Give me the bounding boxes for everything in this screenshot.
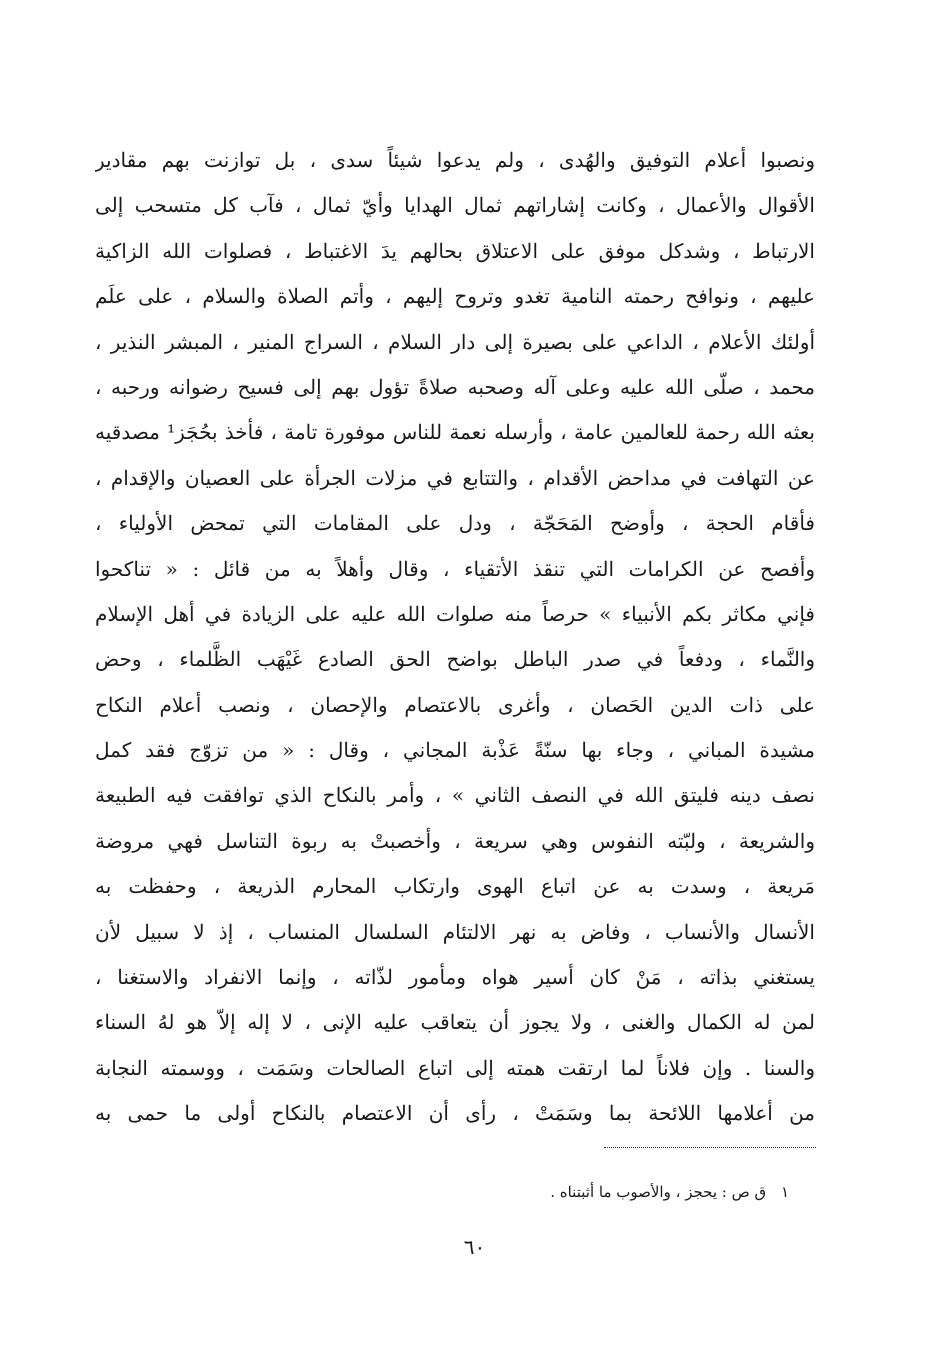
footnote-text: ق ص : يحجز ، والأصوب ما أثبتناه . [550, 1183, 767, 1201]
text-line-9: فأقام الحجة ، وأوضح المَحَجّة ، ودل على المقامات التي تمحض الأولياء ، [95, 511, 815, 536]
page-number: ٦٠ [463, 1235, 486, 1259]
text-line-7: بعثه الله رحمة للعالمين عامة ، وأرسله نعمة للناس موفورة تامة ، فأخذ بحُجَز¹ مصدقيه [95, 420, 815, 445]
text-line-4: عليهم ، ونوافح رحمته النامية تغدو وتروح إليهم ، وأتم الصلاة والسلام ، على علَم [95, 284, 815, 309]
text-line-15: نصف دينه فليتق الله في النصف الثاني » ، وأمر بالنكاح الذي توافقت فيه الطبيعة [95, 783, 815, 808]
footnote-number: ١ [780, 1183, 789, 1201]
text-line-10: وأفصح عن الكرامات التي تنقذ الأتقياء ، وقال وأهلاً به من قائل : « تناكحوا [95, 556, 815, 581]
text-line-2: الأقوال والأعمال ، وكانت إشاراتهم ثمال الهدايا وأيّ ثمال ، فآب كل متسحب إلى [95, 193, 815, 218]
text-line-12: والنَّماء ، ودفعاً في صدر الباطل بواضح الحق الصادع غَيْهَب الظَّلماء ، وحض [95, 647, 815, 672]
text-line-11: فإني مكاثر بكم الأنبياء » حرصاً منه صلوات الله عليه على الزيادة في أهل الإسلام [95, 601, 815, 626]
main-text [95, 138, 815, 1137]
text-line-5: أولئك الأعلام ، الداعي على بصيرة إلى دار السلام ، السراج المنير ، المبشر النذير ، [95, 329, 815, 354]
text-line-17: مَريعة ، وسدت به عن اتباع الهوى وارتكاب المحارم الذريعة ، وحفظت به [95, 874, 815, 899]
text-line-3: الارتباط ، وشدكل موفق على الاعتلاق بحالهم يدَ الاغتباط ، فصلوات الله الزاكية [95, 238, 815, 263]
text-line-1: ونصبوا أعلام التوفيق والهُدى ، ولم يدعوا شيئاً سدى ، بل توازنت بهم مقادير [95, 148, 815, 172]
footnote [550, 1178, 789, 1206]
text-line-22: من أعلامها اللائحة بما وسَمَتْ ، رأى أن الاعتصام بالنكاح أولى ما حمى به [95, 1101, 815, 1126]
text-line-14: مشيدة المباني ، وجاء بها سنّةً عَذْبة المجاني ، وقال : « من تزوّج فقد كمل [95, 738, 815, 763]
text-line-6: محمد ، صلّى الله عليه وعلى آله وصحبه صلاةً تؤول بهم إلى فسيح رضوانه ورحبه ، [95, 374, 815, 399]
text-line-20: لمن له الكمال والغنى ، ولا يجوز أن يتعاقب عليه الإنى ، لا إله إلاّ هو لهُ السناء [95, 1010, 815, 1035]
text-line-19: يستغني بذاته ، مَنْ كان أسير هواه ومأمور لذّاته ، وإنما الانفراد والاستغنا ، [95, 965, 815, 990]
text-line-21: والسنا . وإن فلاناً لما ارتقت همته إلى اتباع الصالحات وسَمَت ، ووسمته النجابة [95, 1055, 815, 1080]
text-line-16: والشريعة ، ولبّته النفوس وهي سريعة ، وأخصبتْ به ربوة التناسل فهي مروضة [95, 828, 815, 853]
text-line-13: على ذات الدين الحَصان ، وأغرى بالاعتصام والإحصان ، ونصب أعلام النكاح [95, 692, 815, 717]
text-line-18: الأنسال والأنساب ، وفاض به نهر الالتئام السلسال المنساب ، إذ لا سبيل لأن [95, 919, 815, 944]
footnote-separator [604, 1147, 816, 1148]
text-line-8: عن التهافت في مداحض الأقدام ، والتتابع في مزلات الجرأة على العصيان والإقدام ، [95, 465, 815, 490]
